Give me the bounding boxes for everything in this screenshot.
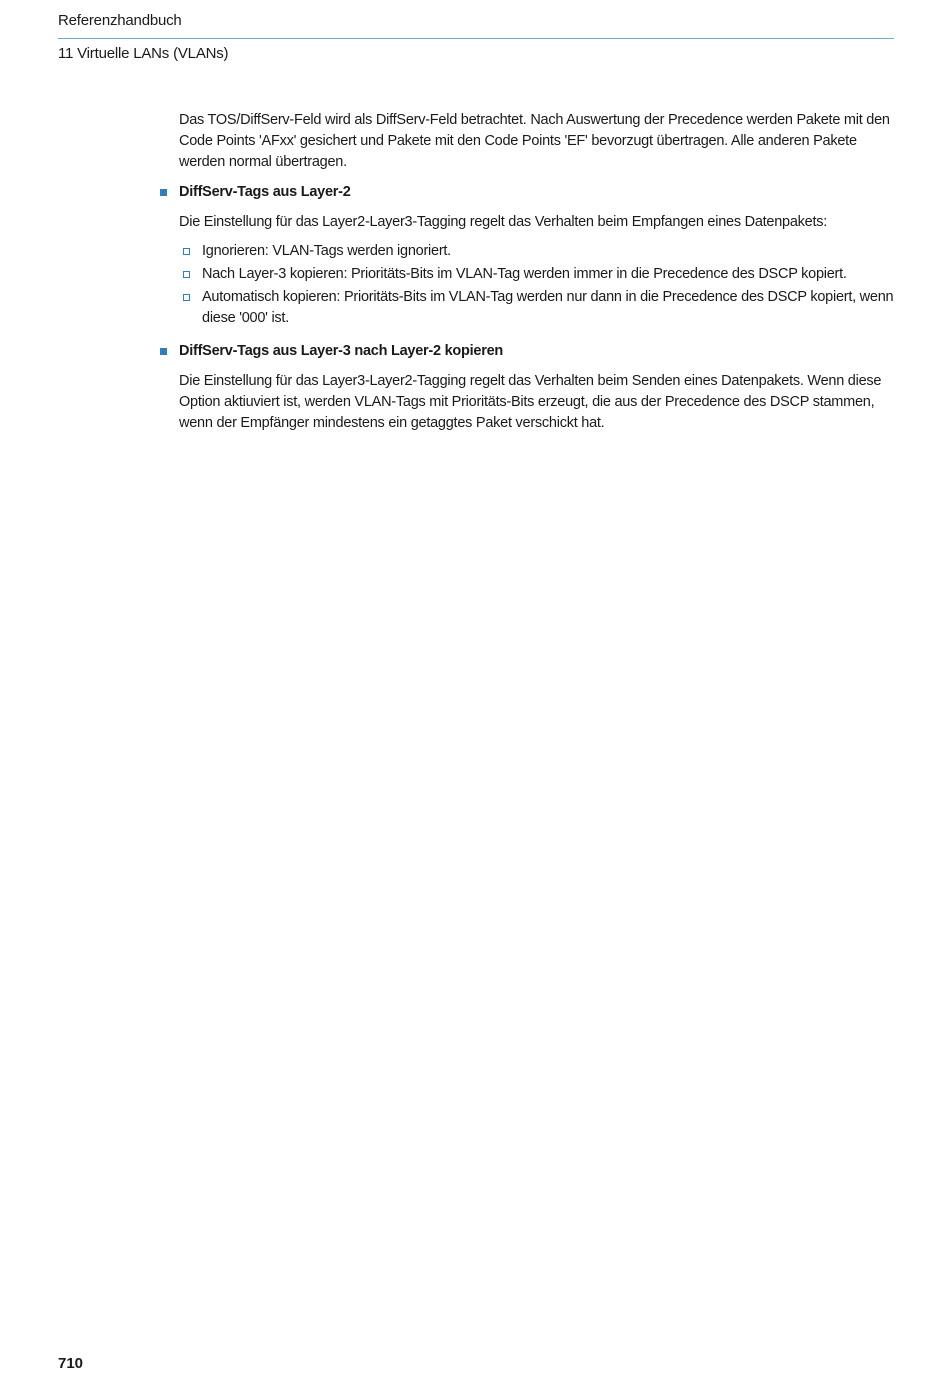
main-content [179,110,895,434]
option-text: Nach Layer-3 kopieren: Prioritäts-Bits im VLAN-Tag werden immer in die Precedence des DSCP kopiert. [202,266,847,282]
option-text: Automatisch kopieren: Prioritäts-Bits im VLAN-Tag werden nur dann in die Precedence des DSCP kopiert, wenn diese '000' ist. [202,289,894,326]
section-heading-text: DiffServ-Tags aus Layer-3 nach Layer-2 kopieren [179,343,504,359]
list-item-diffserv-layer3-to-layer2 [179,341,895,434]
square-bullet-icon [160,348,167,355]
option-item-ignorieren [179,241,895,262]
section-paragraph: Die Einstellung für das Layer3-Layer2-Tagging regelt das Verhalten beim Senden eines Datenpakets. Wenn diese Option aktiuviert ist, werden VLAN-Tags mit Prioritäts-Bits erzeugt, die aus der Precedence des DSCP stammen, wenn der Empfänger mindestens ein getaggtes Paket verschickt hat. [179,373,882,431]
list-item-diffserv-layer2 [179,182,895,329]
intro-paragraph: Das TOS/DiffServ-Feld wird als DiffServ-Feld betrachtet. Nach Auswertung der Precedence werden Pakete mit den Code Points 'AFxx' gesichert und Pakete mit den Code Points 'EF' bevorzugt übertragen. Alle anderen Pakete werden normal übertragen. [179,112,890,170]
option-list [179,241,895,329]
hollow-square-bullet-icon [183,271,190,278]
option-item-automatisch [179,287,895,329]
chapter-title: 11 Virtuelle LANs (VLANs) [58,45,229,62]
square-bullet-icon [160,189,167,196]
option-text: Ignorieren: VLAN-Tags werden ignoriert. [202,243,451,259]
hollow-square-bullet-icon [183,294,190,301]
page-number: 710 [58,1355,84,1372]
document-title: Referenzhandbuch [58,12,182,29]
section-heading [179,182,895,203]
section-heading [179,341,895,362]
header-divider [58,38,894,39]
hollow-square-bullet-icon [183,248,190,255]
section-heading-text: DiffServ-Tags aus Layer-2 [179,184,351,200]
section-paragraph: Die Einstellung für das Layer2-Layer3-Tagging regelt das Verhalten beim Empfangen eines Datenpakets: [179,214,828,230]
option-item-nach-layer3 [179,264,895,285]
